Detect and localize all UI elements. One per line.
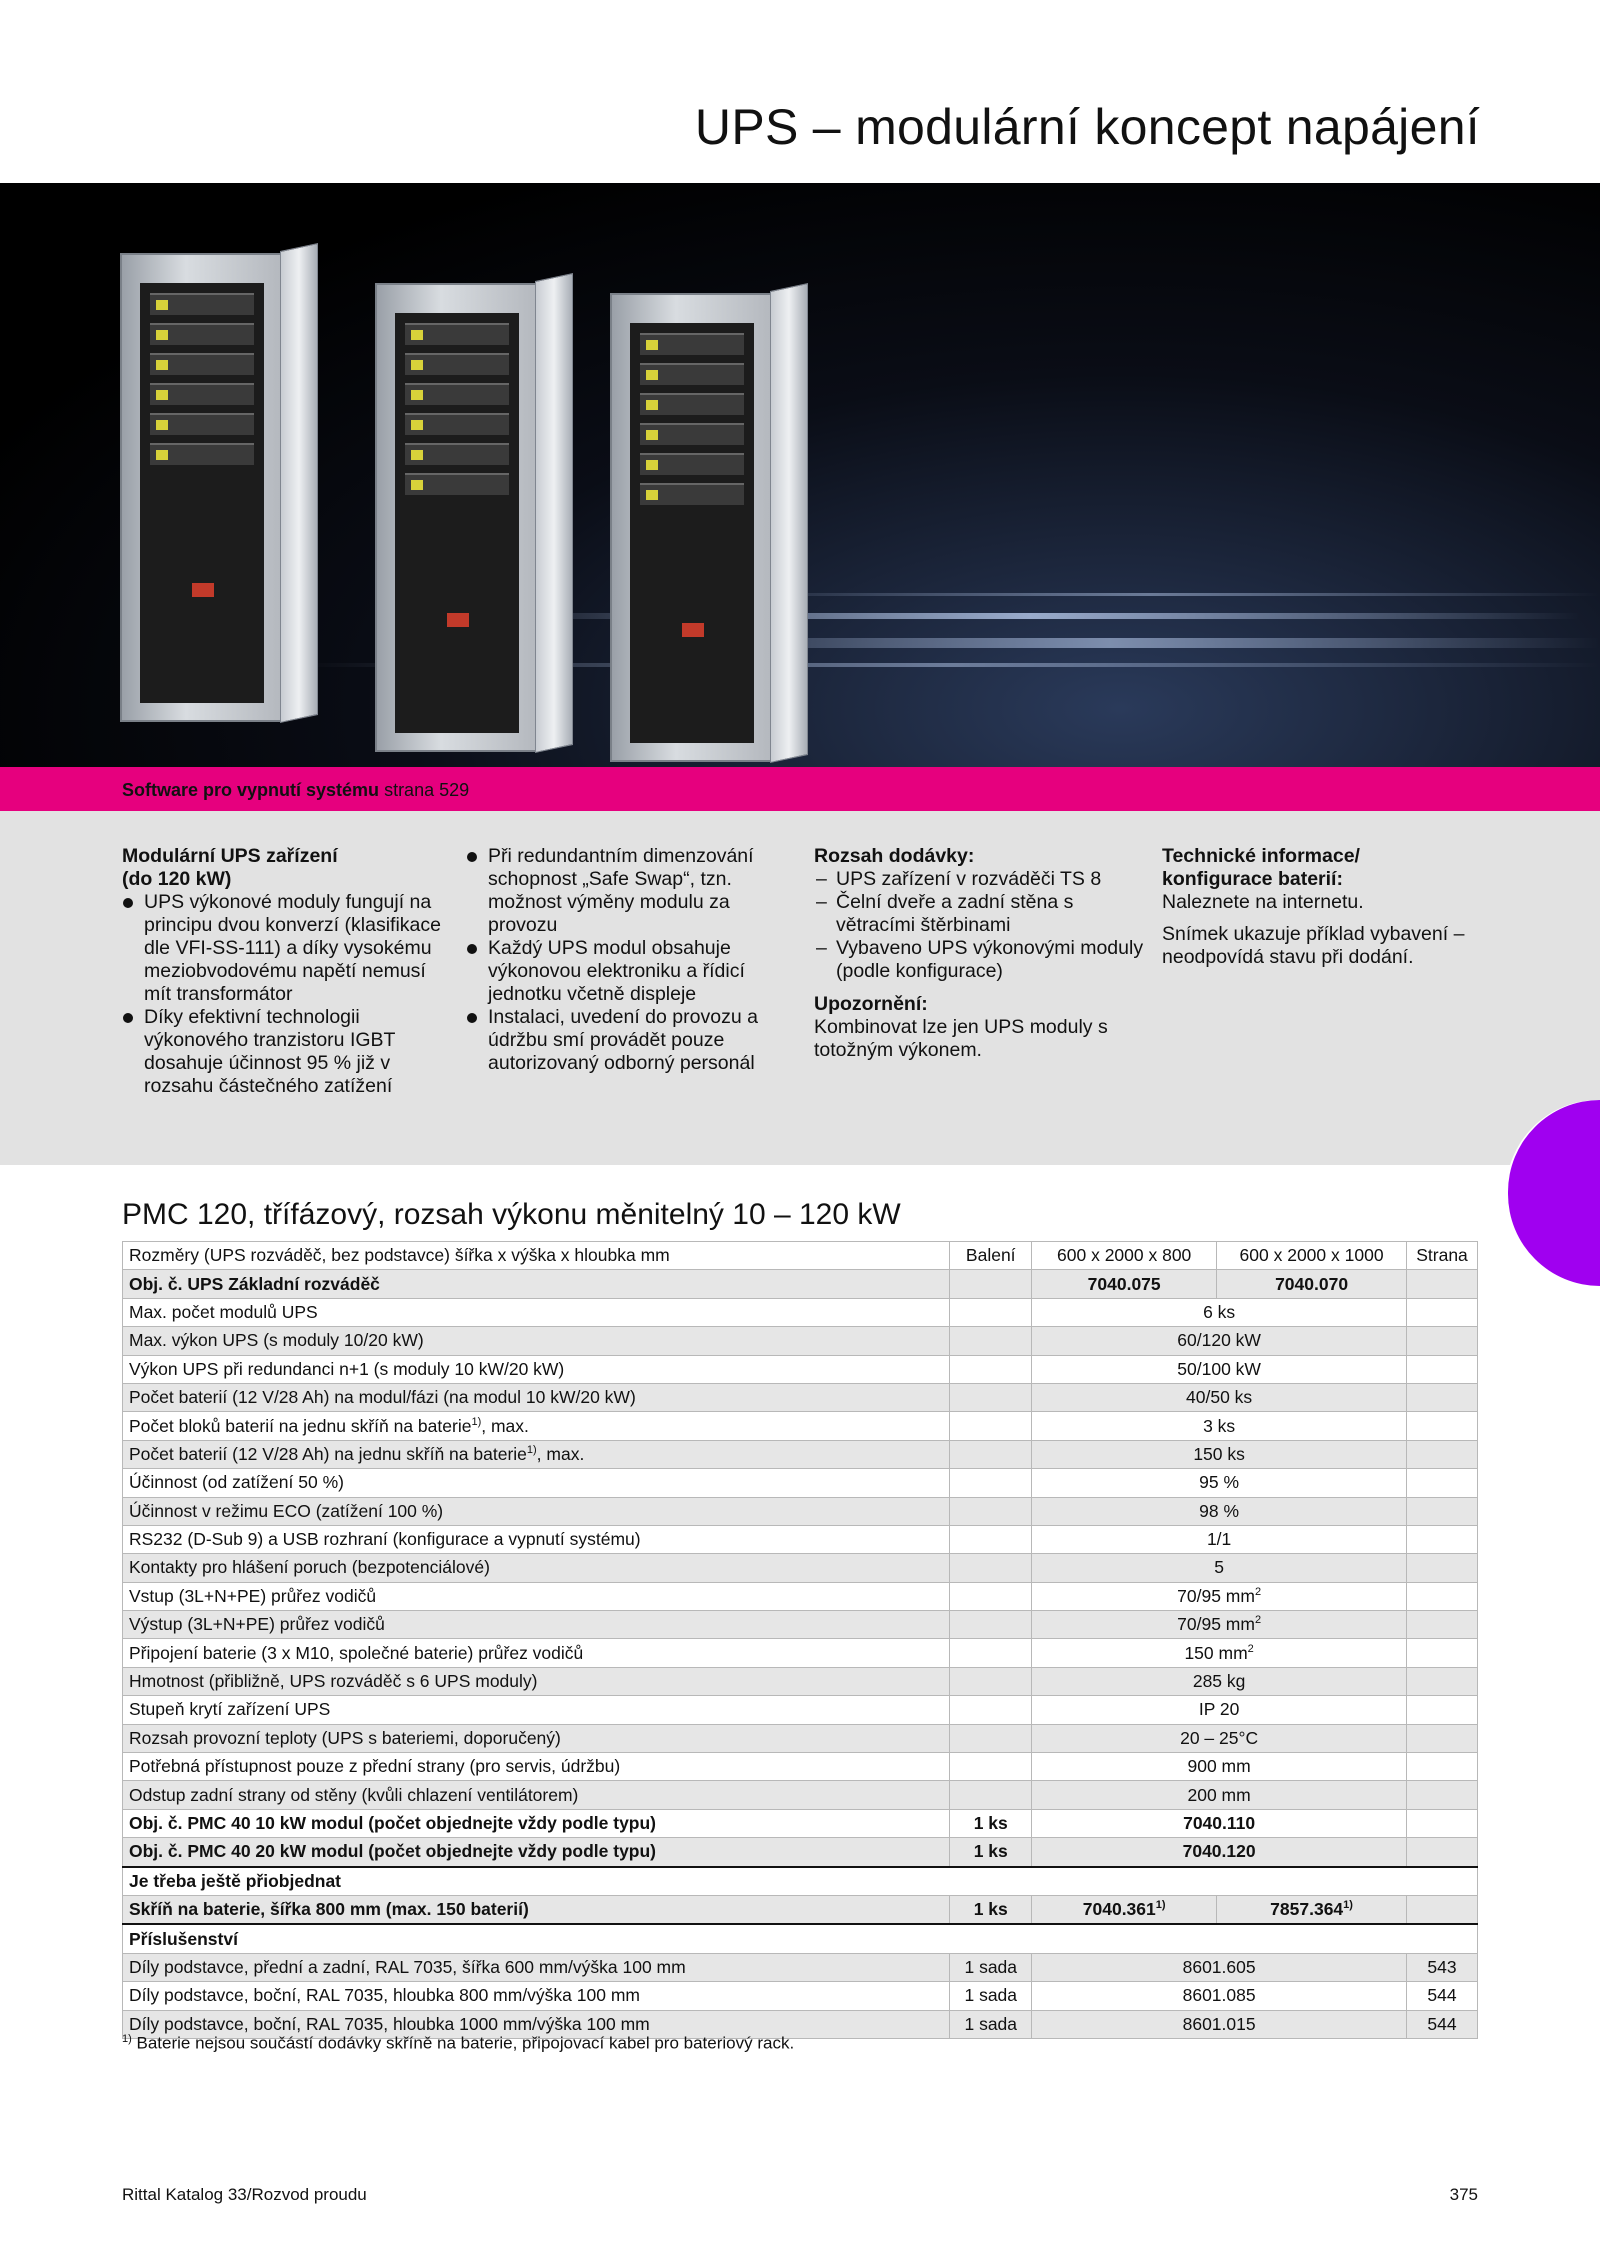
row-label — [123, 1298, 950, 1326]
footnote-ref: 1) — [526, 1444, 537, 1457]
row-value — [1032, 1497, 1407, 1525]
order-number: 7040.070 — [1217, 1270, 1407, 1298]
table-cell — [1407, 1327, 1478, 1355]
table-cell — [1407, 1440, 1478, 1468]
module-row — [123, 1809, 1478, 1837]
pack-cell: 1 sada — [950, 2010, 1032, 2038]
table-cell — [1407, 1383, 1478, 1411]
table-cell — [1407, 1469, 1478, 1497]
list-item: Instalaci, uvedení do provozu a údržbu smí provádět pouze autorizovaný odborný personál — [466, 1006, 778, 1075]
row-label-text: Připojení baterie (3 x M10, společné baterie) průřez vodičů — [129, 1642, 584, 1663]
table-cell — [1407, 1809, 1478, 1837]
table-cell — [1407, 1525, 1478, 1553]
section-heading: Příslušenství — [123, 1924, 1478, 1953]
table-cell — [1407, 1781, 1478, 1809]
footnote-text: Baterie nejsou součástí dodávky skříně na baterie, připojovací kabel pro bateriový rack. — [131, 2033, 795, 2053]
table-row — [123, 1611, 1478, 1639]
software-banner — [0, 767, 1600, 811]
table-cell — [950, 1440, 1032, 1468]
row-value — [1032, 1582, 1407, 1610]
row-value — [1032, 1525, 1407, 1553]
row-value — [1032, 1440, 1407, 1468]
unit-exponent: 2 — [1254, 1586, 1262, 1599]
col1-heading: Modulární UPS zařízení — [122, 845, 338, 867]
accessory-row — [123, 1982, 1478, 2010]
table-cell — [950, 1667, 1032, 1695]
row-label — [123, 1440, 950, 1468]
accessory-label: Díly podstavce, přední a zadní, RAL 7035, šířka 600 mm/výška 100 mm — [123, 1953, 950, 1981]
row-label — [123, 1724, 950, 1752]
table-header-row — [123, 1242, 1478, 1270]
value-text: 98 % — [1199, 1500, 1240, 1521]
header-cell: 600 x 2000 x 1000 — [1217, 1242, 1407, 1270]
col1-subheading: (do 120 kW) — [122, 868, 232, 890]
row-label — [123, 1667, 950, 1695]
table-cell — [950, 1525, 1032, 1553]
pack-cell: 1 ks — [950, 1809, 1032, 1837]
order-label: Obj. č. UPS Základní rozváděč — [123, 1270, 950, 1298]
pack-cell: 1 ks — [950, 1895, 1032, 1924]
row-label-text: Počet bloků baterií na jednu skříň na baterie — [129, 1415, 472, 1436]
table-cell — [1407, 1412, 1478, 1440]
row-value — [1032, 1639, 1407, 1667]
value-text: 70/95 mm — [1177, 1614, 1255, 1635]
accessory-row — [123, 1953, 1478, 1981]
footnote-ref: 1) — [471, 1415, 482, 1428]
value-text: 285 kg — [1192, 1671, 1246, 1692]
table-cell — [950, 1327, 1032, 1355]
note-heading: Upozornění: — [814, 993, 928, 1015]
table-cell — [1407, 1838, 1478, 1867]
row-value — [1032, 1611, 1407, 1639]
info-col-4 — [1162, 845, 1482, 978]
row-label — [123, 1582, 950, 1610]
row-value — [1032, 1781, 1407, 1809]
table-cell — [1407, 1696, 1478, 1724]
module-label: Obj. č. PMC 40 10 kW modul (počet objednejte vždy podle typu) — [123, 1809, 950, 1837]
row-value — [1032, 1383, 1407, 1411]
photo-note: Snímek ukazuje příklad vybavení – neodpovídá stavu při dodání. — [1162, 923, 1465, 968]
row-label-text: RS232 (D-Sub 9) a USB rozhraní (konfigurace a vypnutí systému) — [129, 1529, 641, 1550]
section-row — [123, 1924, 1478, 1953]
section-heading: Je třeba ještě přiobjednat — [123, 1867, 1478, 1896]
battery-label: Skříň na baterie, šířka 800 mm (max. 150 baterií) — [123, 1895, 950, 1924]
table-row — [123, 1355, 1478, 1383]
footer-catalog: Rittal Katalog 33/Rozvod proudu — [122, 2185, 367, 2204]
value-text: IP 20 — [1198, 1699, 1240, 1720]
value-text: 150 mm — [1184, 1642, 1248, 1663]
row-label-text: Kontakty pro hlášení poruch (bezpotenciálové) — [129, 1557, 490, 1578]
row-value — [1032, 1298, 1407, 1326]
row-value — [1032, 1554, 1407, 1582]
order-number — [1032, 1895, 1217, 1924]
table-cell — [1407, 1639, 1478, 1667]
order-row — [123, 1270, 1478, 1298]
unit-exponent: 2 — [1247, 1642, 1254, 1655]
order-number: 8601.015 — [1032, 2010, 1407, 2038]
value-text: 20 – 25°C — [1180, 1727, 1259, 1748]
row-label-text: Výkon UPS při redundanci n+1 (s moduly 10 kW/20 kW) — [129, 1358, 565, 1379]
table-row — [123, 1582, 1478, 1610]
row-label-tail: , max. — [481, 1415, 529, 1436]
table-row — [123, 1412, 1478, 1440]
module-row — [123, 1838, 1478, 1867]
table-cell — [1407, 1582, 1478, 1610]
row-label — [123, 1469, 950, 1497]
row-label-text: Počet baterií (12 V/28 Ah) na jednu skříň na baterie — [129, 1443, 527, 1464]
page-ref: 544 — [1407, 1982, 1478, 2010]
table-cell — [1407, 1298, 1478, 1326]
info-col-3 — [814, 845, 1144, 1062]
row-label — [123, 1696, 950, 1724]
table-cell — [1407, 1355, 1478, 1383]
row-label-text: Účinnost (od zatížení 50 %) — [129, 1472, 344, 1493]
order-number: 8601.605 — [1032, 1953, 1407, 1981]
value-text: 3 ks — [1203, 1415, 1236, 1436]
row-value — [1032, 1469, 1407, 1497]
list-item: – Vybaveno UPS výkonovými moduly (podle konfigurace) — [814, 937, 1144, 983]
header-cell: Rozměry (UPS rozváděč, bez podstavce) šířka x výška x hloubka mm — [123, 1242, 950, 1270]
row-label-text: Počet baterií (12 V/28 Ah) na modul/fázi (na modul 10 kW/20 kW) — [129, 1387, 636, 1408]
table-row — [123, 1639, 1478, 1667]
page-title: UPS – modulární koncept napájení — [694, 99, 1480, 155]
table-cell — [950, 1469, 1032, 1497]
pack-cell: 1 sada — [950, 1982, 1032, 2010]
row-label — [123, 1554, 950, 1582]
table-cell — [1407, 1753, 1478, 1781]
row-label — [123, 1781, 950, 1809]
table-row — [123, 1298, 1478, 1326]
order-number: 8601.085 — [1032, 1982, 1407, 2010]
footnote-mark: 1) — [122, 2033, 132, 2045]
row-label — [123, 1525, 950, 1553]
value-text: 95 % — [1199, 1472, 1240, 1493]
row-label — [123, 1639, 950, 1667]
pack-cell: 1 ks — [950, 1838, 1032, 1867]
table-row — [123, 1554, 1478, 1582]
module-label: Obj. č. PMC 40 20 kW modul (počet objednejte vždy podle typu) — [123, 1838, 950, 1867]
value-text: 50/100 kW — [1177, 1358, 1261, 1379]
table-row — [123, 1497, 1478, 1525]
value-text: 5 — [1214, 1557, 1224, 1578]
table-cell — [1407, 1611, 1478, 1639]
info-panel — [0, 811, 1600, 1165]
table-cell — [950, 1724, 1032, 1752]
table-row — [123, 1440, 1478, 1468]
row-value — [1032, 1696, 1407, 1724]
tech-heading: Technické informace/ — [1162, 845, 1360, 867]
row-label-text: Hmotnost (přibližně, UPS rozváděč s 6 UPS moduly) — [129, 1671, 538, 1692]
row-label — [123, 1383, 950, 1411]
battery-row — [123, 1895, 1478, 1924]
table-cell — [950, 1582, 1032, 1610]
value-text: 900 mm — [1187, 1756, 1251, 1777]
value-text: 6 ks — [1203, 1301, 1236, 1322]
table-cell — [950, 1383, 1032, 1411]
unit-exponent: 2 — [1254, 1614, 1262, 1627]
table-row — [123, 1781, 1478, 1809]
product-photo — [0, 183, 1600, 767]
info-col-1 — [122, 845, 442, 1098]
row-label-text: Rozsah provozní teploty (UPS s bateriemi, doporučený) — [129, 1727, 561, 1748]
banner-page-link[interactable]: strana 529 — [379, 780, 470, 800]
order-number-text: 7040.361 — [1082, 1899, 1156, 1920]
info-col-2 — [466, 845, 778, 1075]
footnote-ref: 1) — [1343, 1899, 1353, 1912]
order-number: 7040.120 — [1032, 1838, 1407, 1867]
table-row — [123, 1753, 1478, 1781]
page-ref: 543 — [1407, 1953, 1478, 1981]
page-ref: 544 — [1407, 2010, 1478, 2038]
row-value — [1032, 1753, 1407, 1781]
table-cell — [1407, 1895, 1478, 1924]
table-cell — [1407, 1724, 1478, 1752]
table-row — [123, 1667, 1478, 1695]
row-label-text: Stupeň krytí zařízení UPS — [129, 1699, 331, 1720]
row-label — [123, 1355, 950, 1383]
list-item: UPS výkonové moduly fungují na principu dvou konverzí (klasifikace dle VFI-SS-111) a díky vysokému meziobvodovému napětí nemusí mít transformátor — [122, 891, 442, 1006]
section-title: PMC 120, třífázový, rozsah výkonu měnitelný 10 – 120 kW — [122, 1198, 901, 1231]
table-row — [123, 1327, 1478, 1355]
pack-cell: 1 sada — [950, 1953, 1032, 1981]
row-label-text: Max. počet modulů UPS — [129, 1301, 318, 1322]
accessory-label: Díly podstavce, boční, RAL 7035, hloubka 1000 mm/výška 100 mm — [123, 2010, 950, 2038]
table-row — [123, 1525, 1478, 1553]
row-value — [1032, 1724, 1407, 1752]
row-label-text: Potřebná přístupnost pouze z přední strany (pro servis, údržbu) — [129, 1756, 621, 1777]
banner-bold: Software pro vypnutí systému — [122, 780, 380, 800]
row-label — [123, 1611, 950, 1639]
row-label-text: Vstup (3L+N+PE) průřez vodičů — [129, 1585, 377, 1606]
list-item: Každý UPS modul obsahuje výkonovou elektroniku a řídicí jednotku včetně displeje — [466, 937, 778, 1006]
value-text: 1/1 — [1206, 1529, 1232, 1550]
list-item: Díky efektivní technologii výkonového tranzistoru IGBT dosahuje účinnost 95 % již v rozsahu částečného zatížení — [122, 1006, 442, 1098]
row-label-tail: , max. — [536, 1443, 585, 1464]
list-item: – UPS zařízení v rozváděči TS 8 — [814, 868, 1144, 891]
table-cell — [950, 1753, 1032, 1781]
tech-subheading: konfigurace baterií: — [1162, 868, 1343, 890]
table-cell — [950, 1355, 1032, 1383]
value-text: 150 ks — [1193, 1443, 1245, 1464]
row-label — [123, 1497, 950, 1525]
row-value — [1032, 1355, 1407, 1383]
table-row — [123, 1696, 1478, 1724]
row-label — [123, 1753, 950, 1781]
row-label-text: Účinnost v režimu ECO (zatížení 100 %) — [129, 1500, 444, 1521]
table-cell — [950, 1497, 1032, 1525]
spec-table — [122, 1241, 1478, 2039]
value-text: 200 mm — [1187, 1784, 1251, 1805]
list-item: Při redundantním dimenzování schopnost „Safe Swap“, tzn. možnost výměny modulu za provozu — [466, 845, 778, 937]
row-value — [1032, 1667, 1407, 1695]
row-value — [1032, 1327, 1407, 1355]
value-text: 70/95 mm — [1177, 1585, 1255, 1606]
table-row — [123, 1469, 1478, 1497]
table-cell — [950, 1412, 1032, 1440]
row-label-text: Odstup zadní strany od stěny (kvůli chlazení ventilátorem) — [129, 1784, 579, 1805]
table-cell — [1407, 1497, 1478, 1525]
table-row — [123, 1724, 1478, 1752]
order-number — [1217, 1895, 1407, 1924]
value-text: 60/120 kW — [1177, 1330, 1261, 1351]
table-cell — [1407, 1554, 1478, 1582]
table-cell — [950, 1696, 1032, 1724]
table-cell — [950, 1611, 1032, 1639]
order-number: 7040.110 — [1032, 1809, 1407, 1837]
table-cell — [1407, 1667, 1478, 1695]
note-text: Kombinovat lze jen UPS moduly s totožným výkonem. — [814, 1016, 1108, 1061]
section-row — [123, 1867, 1478, 1896]
row-label — [123, 1412, 950, 1440]
page-number: 375 — [1449, 2185, 1478, 2204]
table-cell — [950, 1639, 1032, 1667]
header-cell: Balení — [950, 1242, 1032, 1270]
list-item: – Čelní dveře a zadní stěna s větracími štěrbinami — [814, 891, 1144, 937]
tech-text: Naleznete na internetu. — [1162, 891, 1364, 913]
footnote-ref: 1) — [1155, 1899, 1166, 1912]
order-number: 7040.075 — [1032, 1270, 1217, 1298]
header-cell: Strana — [1407, 1242, 1478, 1270]
table-cell — [950, 1554, 1032, 1582]
row-label-text: Max. výkon UPS (s moduly 10/20 kW) — [129, 1330, 424, 1351]
table-cell — [950, 1298, 1032, 1326]
delivery-heading: Rozsah dodávky: — [814, 845, 975, 867]
row-value — [1032, 1412, 1407, 1440]
value-text: 40/50 ks — [1186, 1387, 1253, 1408]
accessory-label: Díly podstavce, boční, RAL 7035, hloubka 800 mm/výška 100 mm — [123, 1982, 950, 2010]
table-cell — [950, 1781, 1032, 1809]
footnote — [122, 2033, 794, 2054]
row-label-text: Výstup (3L+N+PE) průřez vodičů — [129, 1614, 385, 1635]
order-number-text: 7857.364 — [1270, 1899, 1344, 1920]
header-cell: 600 x 2000 x 800 — [1032, 1242, 1217, 1270]
row-label — [123, 1327, 950, 1355]
table-row — [123, 1383, 1478, 1411]
